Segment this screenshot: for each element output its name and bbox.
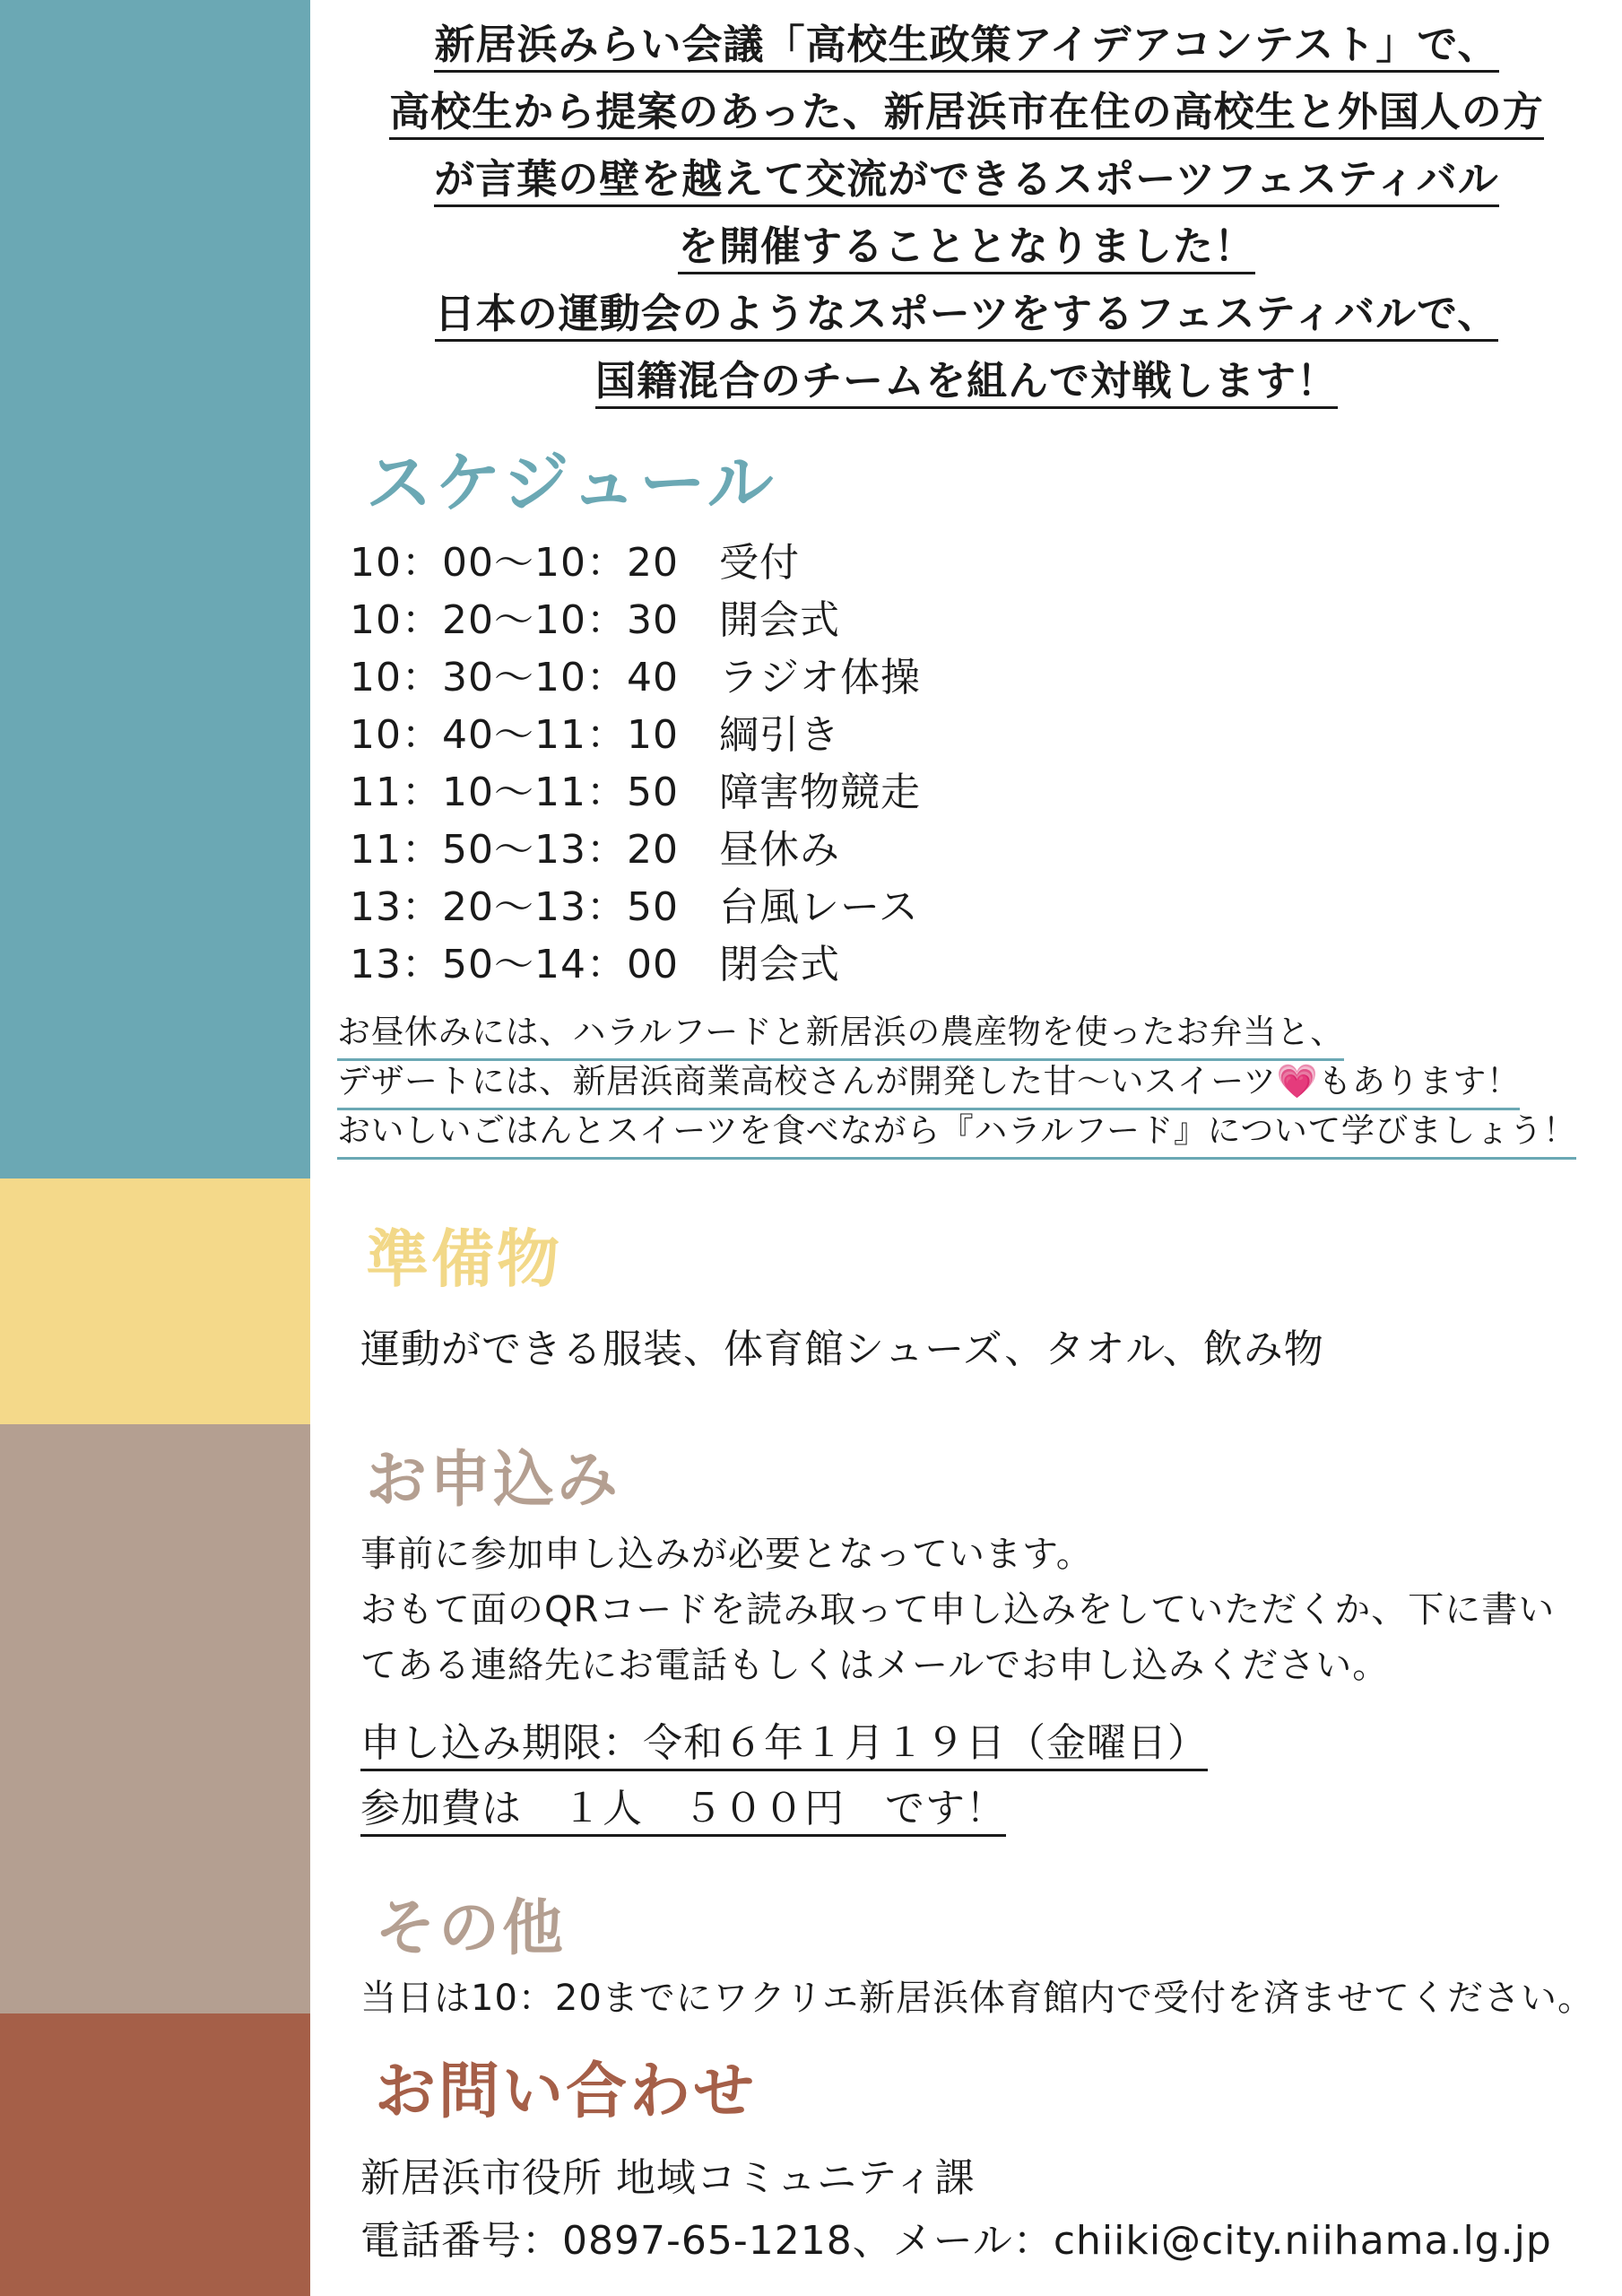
application-deadline: 申し込み期限：令和６年１月１９日（金曜日）	[360, 1718, 1208, 1771]
intro-line: 新居浜みらい会議「高校生政策アイデアコンテスト」で、	[434, 20, 1498, 73]
contact-block	[360, 2147, 1552, 2273]
schedule-time: 10：20〜10：30	[350, 597, 679, 643]
contact-office: 新居浜市役所 地域コミュニティ課	[360, 2155, 976, 2201]
schedule-time: 13：20〜13：50	[350, 884, 679, 930]
schedule-time: 13：50〜14：00	[350, 942, 679, 987]
application-line: おもて面のQRコードを読み取って申し込みをしていただくか、下に書い	[360, 1589, 1556, 1631]
schedule-item	[350, 535, 921, 592]
schedule-event: 受付	[719, 540, 800, 586]
intro-line: 日本の運動会のようなスポーツをするフェスティバルで、	[435, 289, 1499, 342]
schedule-time: 11：50〜13：20	[350, 827, 679, 873]
schedule-event: 台風レース	[719, 884, 919, 930]
schedule-item	[350, 879, 921, 936]
schedule-item	[350, 822, 921, 879]
schedule-event: 開会式	[719, 597, 840, 643]
application-text	[360, 1526, 1555, 1693]
contact-heading: お問い合わせ	[375, 2057, 758, 2127]
lunch-note	[337, 1012, 1619, 1160]
schedule-heading: スケジュール	[366, 445, 776, 522]
contact-phone-email: 電話番号：0897-65-1218、メール：chiiki@city.niihama.lg.jp	[360, 2218, 1552, 2264]
application-line: 事前に参加申し込みが必要となっています。	[360, 1534, 1093, 1575]
schedule-item	[350, 707, 921, 764]
left-band-yellow	[0, 1178, 310, 1424]
left-band-teal	[0, 0, 310, 1178]
schedule-item	[350, 936, 921, 994]
intro-line: 高校生から提案のあった、新居浜市在住の高校生と外国人の方	[389, 87, 1544, 140]
participation-fee: 参加費は １人 ５００円 です！	[360, 1784, 1006, 1837]
intro-line: 国籍混合のチームを組んで対戦します！	[595, 356, 1338, 409]
flyer-content	[310, 0, 1622, 2296]
schedule-event: 障害物競走	[719, 770, 921, 815]
lunch-note-line: お昼休みには、ハラルフードと新居浜の農産物を使ったお弁当と、	[337, 1012, 1344, 1061]
left-band-taupe	[0, 1424, 310, 2013]
schedule-list	[350, 535, 921, 994]
schedule-time: 11：10〜11：50	[350, 770, 679, 815]
intro-line: が言葉の壁を越えて交流ができるスポーツフェスティバル	[434, 154, 1498, 207]
preparation-text: 運動ができる服装、体育館シューズ、タオル、飲み物	[360, 1326, 1324, 1372]
schedule-time: 10：30〜10：40	[350, 655, 679, 700]
application-line: てある連絡先にお電話もしくはメールでお申し込みください。	[360, 1645, 1390, 1686]
schedule-event: 閉会式	[719, 942, 840, 987]
lunch-note-line: おいしいごはんとスイーツを食べながら『ハラルフード』について学びましょう！	[337, 1110, 1576, 1160]
left-band-rust	[0, 2013, 310, 2296]
application-heading: お申込み	[366, 1445, 621, 1516]
schedule-item	[350, 764, 921, 822]
schedule-time: 10：40〜11：10	[350, 712, 679, 758]
intro-line: を開催することとなりました！	[678, 222, 1255, 274]
schedule-item	[350, 649, 921, 707]
intro-text	[326, 20, 1607, 423]
deadline-block	[360, 1718, 1208, 1849]
schedule-event: 綱引き	[719, 712, 840, 758]
other-text: 当日は10：20までにワクリエ新居浜体育館内で受付を済ませてください。	[360, 1978, 1594, 2019]
schedule-time: 10：00〜10：20	[350, 540, 679, 586]
schedule-event: 昼休み	[719, 827, 840, 873]
preparation-heading: 準備物	[366, 1222, 562, 1296]
other-heading: その他	[375, 1893, 567, 1964]
schedule-event: ラジオ体操	[719, 655, 921, 700]
schedule-item	[350, 592, 921, 649]
lunch-note-line: デザートには、新居浜商業高校さんが開発した甘〜いスイーツ💗もあります！	[337, 1061, 1520, 1110]
